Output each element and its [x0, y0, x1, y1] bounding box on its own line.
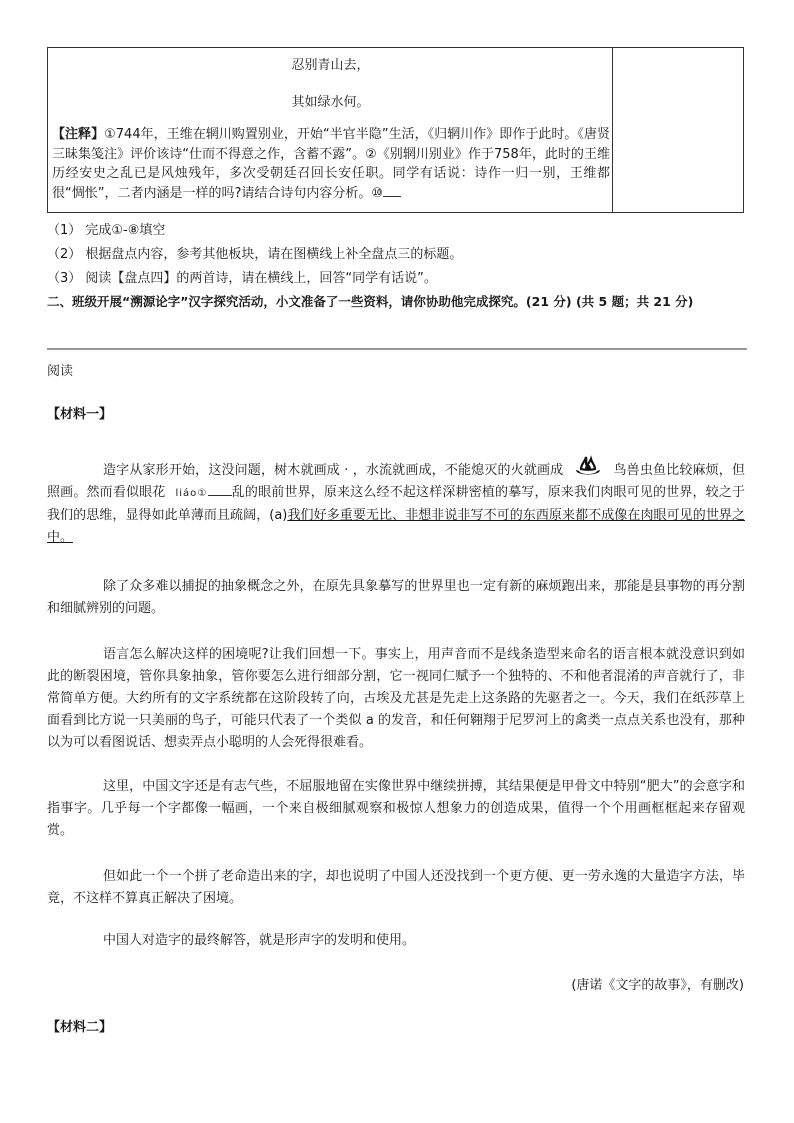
material-2-label: 【材料二】 [47, 1020, 113, 1035]
fire-pictograph-icon [573, 454, 603, 478]
section-2-heading: 二、班级开展“溯源论字”汉字探究活动，小文准备了一些资料，请你协助他完成探究。(21 分) (共 5 题；共 21 分) [47, 294, 694, 309]
p1-part-c: 乱的眼前世界，原来这么经不起这样深耕密植的摹写，原来我们肉眼可见的世界，较之于我们的思维，显得如此单薄而且疏阔，(a) [47, 485, 745, 523]
pinyin-blank[interactable] [208, 483, 232, 496]
poem-line-2: 其如绿水何。 [291, 95, 370, 110]
material-1-label: 【材料一】 [47, 407, 113, 422]
paragraph-3: 语言怎么解决这样的困境呢?让我们回想一下。事实上，用声音而不是线条造型来命名的语言根本就没意识到如此的断裂困境，管你具象抽象，管你要怎么进行细部分割，它一视同仁赋予一个独特的、不和他者混淆的声音就行了，非常简单方便。大约所有的文字系统都在这阶段转了向，古埃及尤甚是先走上这条路的先驱者之一。今天，我们在纸莎草上面看到比方说一只美丽的鸟子，可能只代表了一个类似 a 的发音，和任何翱翔于尼罗河上的禽类一点点关系也没有，那种以为可以看图说话、想卖弄点小聪明的人会死得很难看。 [47, 647, 745, 750]
reading-label: 阅读 [47, 364, 74, 379]
paragraph-1 [47, 454, 745, 549]
p1-part-b: 鸟兽虫鱼比较麻烦，但照画。然而看似眼花 [47, 463, 745, 500]
source-citation: (唐诺《文字的故事》，有删改) [571, 978, 744, 993]
paragraph-2: 除了众多难以捕捉的抽象概念之外，在原先具象摹写的世界里也一定有新的麻烦跑出来，那能是县事物的再分割和细腻辨别的问题。 [47, 579, 745, 616]
question-3: （3） 阅读【盘点四】的两首诗，请在横线上，回答“同学有话说”。 [47, 271, 437, 286]
note-label: 【注释】 [52, 127, 105, 142]
poem-cell [48, 48, 613, 212]
question-2: （2） 根据盘点内容，参考其他板块，请在图横线上补全盘点三的标题。 [47, 247, 463, 262]
note-text: ①744年，王维在辋川购置别业，开始“半官半隐”生活，《归辋川作》即作于此时。《唐贤三昧集笺注》评价该诗“仕而不得意之作，含蓄不露”。②《别辋川别业》作于758年，此时的王维历经安史之乱已是风烛残年，多次受朝廷召回长安任职。同学有话说：诗作一归一别，王维都很“惆怅”，二者内涵是一样的吗?请结合诗句内容分析。⑩ [52, 127, 610, 201]
answer-blank[interactable] [383, 184, 401, 197]
divider [47, 348, 747, 350]
paragraph-4: 这里，中国文字还是有志气些，不屈服地留在实像世界中继续拼搏，其结果便是甲骨文中特别“肥大”的会意字和指事字。几乎每一个字都像一幅画，一个来自极细腻观察和极惊人想象力的创造成果，值得一个个用画框框起来存留观赏。 [47, 779, 745, 838]
p1-part-a: 造字从家形开始，这没问题，树木就画成 · ，水流就画成，不能熄灭的火就画成 [103, 463, 564, 478]
paragraph-5: 但如此一个一个拼了老命造出来的字，却也说明了中国人还没找到一个更方便、更一劳永逸的大量造字方法，毕竟，不这样不算真正解决了困境。 [47, 869, 745, 906]
poem-note [52, 125, 610, 203]
poem-line-1: 忍别青山去， [291, 58, 370, 73]
pinyin-annotation: liáo① [175, 488, 208, 499]
paragraph-6: 中国人对造字的最终解答，就是形声字的发明和使用。 [103, 933, 416, 948]
question-1: （1） 完成①-⑧填空 [47, 223, 166, 238]
underlined-sentence-a: 我们好多重要无比、非想非说非写不可的东西原来都不成像在肉眼可见的世界之中。 [47, 508, 745, 545]
poem-table [47, 47, 744, 213]
answer-cell[interactable] [613, 48, 743, 212]
